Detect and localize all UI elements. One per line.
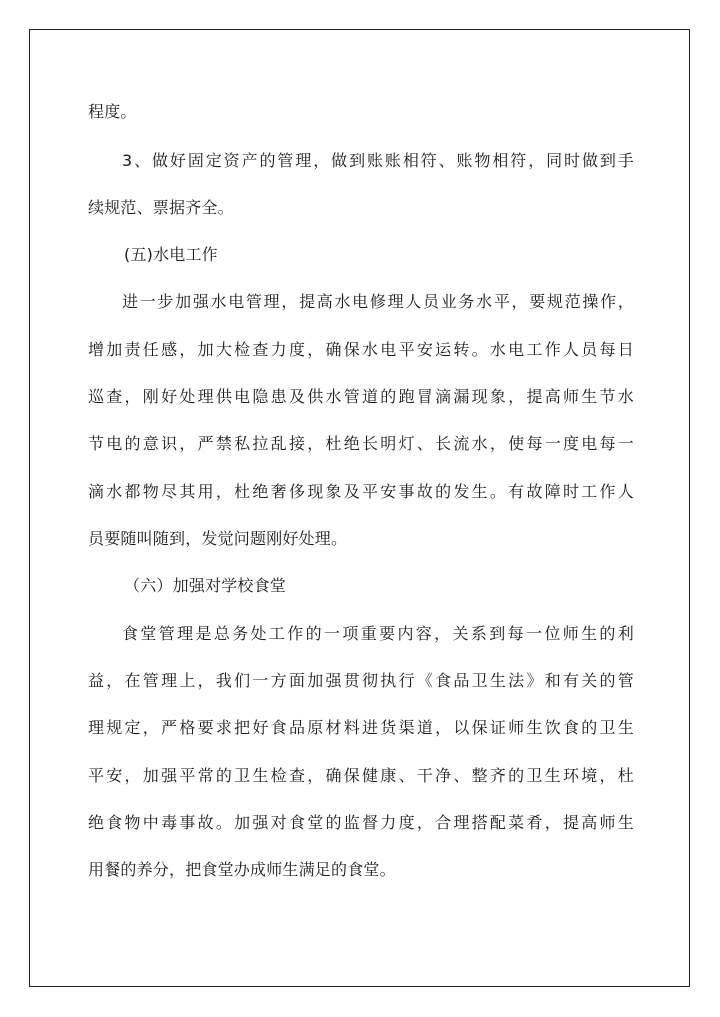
- text-line: 平安，加强平常的卫生检查，确保健康、干净、整齐的卫生环境，杜: [88, 766, 634, 785]
- text-line: 进一步加强水电管理，提高水电修理人员业务水平，要规范操作，: [122, 292, 634, 311]
- text-line: 巡查，刚好处理供电隐患及供水管道的跑冒滴漏现象，提高师生节水: [88, 387, 634, 406]
- text-line: 益，在管理上，我们一方面加强贯彻执行《食品卫生法》和有关的管: [88, 671, 634, 690]
- section-heading: (五)水电工作: [124, 245, 218, 264]
- text-line: 程度。: [88, 102, 137, 121]
- text-line: 员要随叫随到，发觉问题刚好处理。: [88, 529, 348, 548]
- text-line: 3、做好固定资产的管理，做到账账相符、账物相符，同时做到手: [122, 151, 634, 170]
- text-line: 用餐的养分，把食堂办成师生满足的食堂。: [88, 860, 396, 879]
- section-heading: （六）加强对学校食堂: [124, 576, 287, 595]
- text-line: 滴水都物尽其用，杜绝奢侈现象及平安事故的发生。有故障时工作人: [88, 482, 634, 501]
- text-line: 食堂管理是总务处工作的一项重要内容，关系到每一位师生的利: [122, 624, 634, 643]
- text-line: 节电的意识，严禁私拉乱接，杜绝长明灯、长流水，使每一度电每一: [88, 434, 634, 453]
- text-line: 绝食物中毒事故。加强对食堂的监督力度，合理搭配菜肴，提高师生: [88, 813, 634, 832]
- text-line: 续规范、票据齐全。: [88, 198, 234, 217]
- text-line: 理规定，严格要求把好食品原材料进货渠道，以保证师生饮食的卫生: [88, 718, 634, 737]
- text-line: 增加责任感，加大检查力度，确保水电平安运转。水电工作人员每日: [88, 340, 634, 359]
- page-border: [29, 29, 690, 987]
